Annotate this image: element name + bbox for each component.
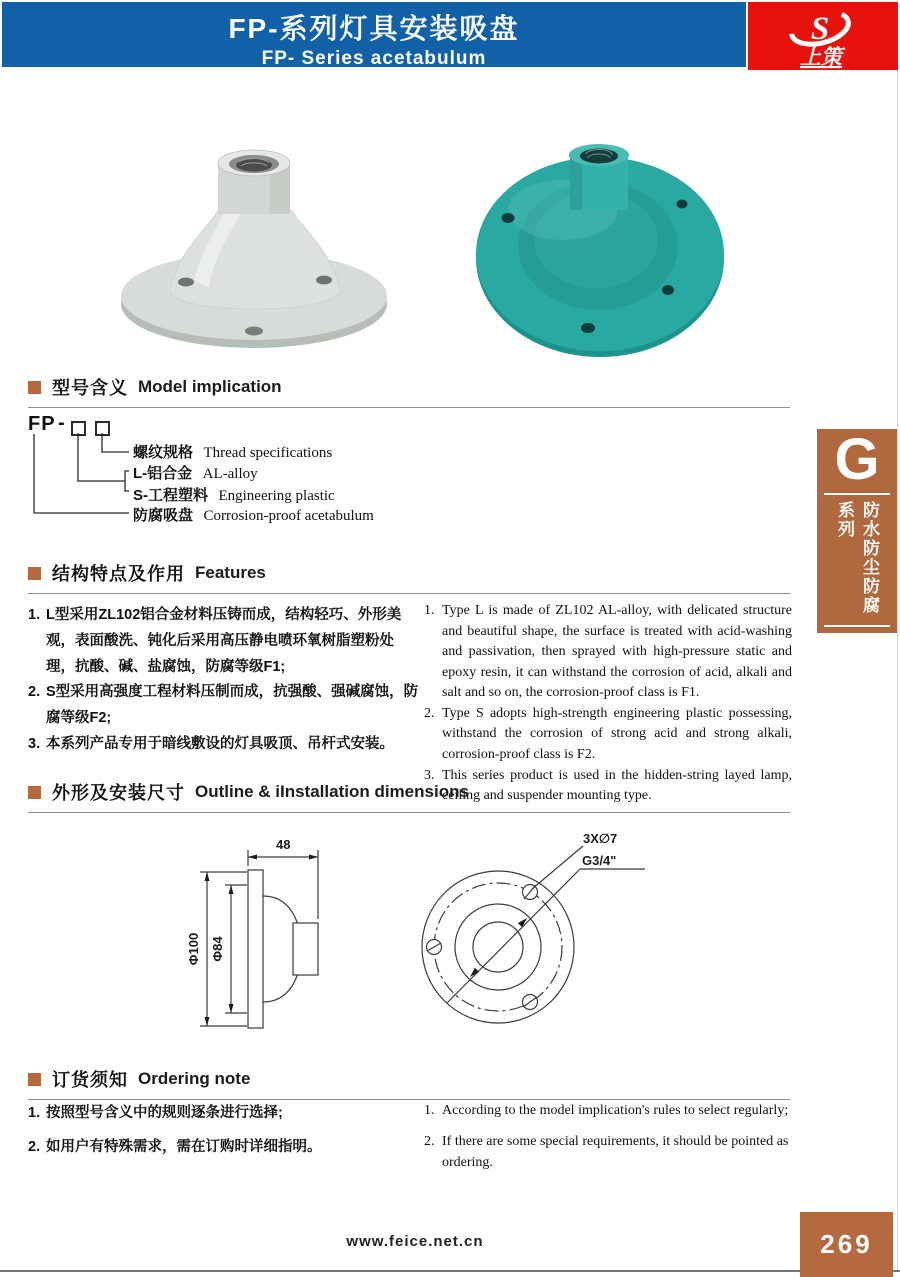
model-label-alloy-en: AL-alloy: [202, 466, 258, 482]
section-divider: [28, 812, 790, 813]
section-title-cn: 外形及安装尺寸: [52, 783, 185, 803]
model-label-alloy-cn: L-铝合金: [133, 465, 193, 482]
flange-side-view: [248, 870, 263, 1028]
item-number: 2.: [28, 684, 41, 701]
item-number: 2.: [424, 1134, 435, 1149]
bolt-circle: [434, 883, 562, 1011]
model-label-plastic-en: Engineering plastic: [218, 488, 335, 504]
sidebar-divider: [824, 625, 890, 627]
page-title: FP-系列灯具安装吸盘: [228, 13, 520, 44]
section-bullet-icon: [28, 786, 41, 799]
item-number: 1.: [28, 1105, 41, 1121]
brand-logo-icon: [748, 2, 898, 70]
section-title-en: Features: [195, 563, 266, 582]
model-label-acetabulum: [133, 504, 374, 525]
logo-brand-text: 上策: [800, 46, 842, 69]
product-photo-aluminum: [112, 138, 397, 356]
item-text: 按照型号含义中的规则逐条进行选择;: [46, 1105, 283, 1121]
item-number: 1.: [424, 1103, 435, 1118]
list-item: [28, 732, 420, 758]
features-list-cn: [28, 603, 420, 758]
footer-rule: [0, 1270, 900, 1272]
section-title-en: Model implication: [138, 377, 282, 396]
list-item: [424, 601, 792, 704]
model-label-thread-cn: 螺纹规格: [133, 444, 194, 461]
item-text: According to the model implication's rules to select regularly;: [442, 1103, 789, 1118]
section-bullet-icon: [28, 567, 41, 580]
dim-inner-dia-label: Φ84: [210, 936, 225, 962]
logo-letter: S: [810, 11, 830, 47]
section-ordering-header: [28, 1066, 790, 1100]
item-text: If there are some special requirements, it should be pointed as ordering.: [442, 1134, 789, 1170]
brand-logo: [748, 2, 898, 70]
item-number: 1.: [424, 603, 435, 618]
page-number-badge: 269: [800, 1212, 893, 1277]
item-text: L型采用ZL102铝合金材料压铸而成，结构轻巧、外形美观，表面酸洗、钝化后采用高压静电喷环氧树脂塑粉处理，抗酸、碱、盐腐蚀，防腐等级F1;: [46, 607, 402, 675]
page-edge-line: [897, 70, 898, 1270]
page-header: [2, 2, 746, 67]
section-features-header: [28, 560, 790, 594]
outer-circle: [422, 871, 574, 1023]
model-label-plastic-cn: S-工程塑料: [133, 487, 209, 504]
sidebar-divider: [824, 493, 890, 495]
section-bullet-icon: [28, 1073, 41, 1086]
series-sidebar-tab: [817, 429, 897, 633]
model-code-dash: -: [58, 412, 65, 434]
holes-spec-label: 3X∅7: [583, 831, 618, 846]
features-list-en: [424, 601, 792, 807]
thread-spec-label: G3/4": [582, 853, 617, 868]
model-code-prefix: FP: [28, 413, 56, 435]
list-item: [28, 1136, 412, 1159]
model-label-thread-en: Thread specifications: [203, 445, 333, 461]
list-item: [424, 1100, 798, 1121]
ordering-list-en: [424, 1100, 798, 1183]
dim-outer-dia-label: Φ100: [186, 932, 201, 966]
section-title-cn: 型号含义: [52, 378, 128, 398]
item-number: 3.: [424, 767, 435, 783]
item-number: 1.: [28, 607, 41, 623]
dim-width-label: 48: [276, 837, 291, 852]
item-number: 2.: [424, 705, 435, 721]
website-url: www.feice.net.cn: [346, 1233, 484, 1250]
section-model-implication-header: [28, 374, 790, 408]
list-item: [424, 704, 792, 766]
model-label-acetabulum-en: Corrosion-proof acetabulum: [203, 508, 374, 524]
product-photo-plastic: [468, 142, 733, 357]
model-label-plastic: [133, 484, 335, 505]
page-subtitle: FP- Series acetabulum: [261, 48, 487, 69]
section-title-cn: 订货须知: [52, 1070, 128, 1090]
item-number: 3.: [28, 735, 41, 752]
model-label-acetabulum-cn: 防腐吸盘: [133, 507, 194, 524]
series-name-vertical: 防水防尘防腐系列: [835, 501, 879, 615]
item-number: 2.: [28, 1139, 41, 1156]
item-text: This series product is used in the hidden-string layed lamp, ceiling and suspender mounting type.: [442, 767, 792, 804]
series-letter: G: [834, 427, 880, 492]
list-item: [424, 1131, 798, 1173]
item-text: Type L is made of ZL102 AL-alloy, with delicated structure and beautiful shape, the surface is treated with acid-washing and passivation, then sprayed with high-pressure static and epoxy resin, it can withstand the corrosion of acid, alkali and salt and so on, the corrosion-proof class is F1.: [442, 603, 792, 701]
item-text: 本系列产品专用于暗线敷设的灯具吸顶、吊杆式安装。: [46, 735, 394, 752]
item-text: Type S adopts high-strength engineering plastic possessing, withstand the corrosion of strong acid and strong alkali, corrosion-proof class is F2.: [442, 705, 792, 763]
model-label-thread: [133, 441, 332, 462]
section-title-cn: 结构特点及作用: [52, 564, 185, 584]
section-divider: [28, 593, 790, 594]
technical-drawing: [140, 826, 740, 1066]
section-title-en: Ordering note: [138, 1069, 251, 1088]
section-title-en: Outline & iInstallation dimensions: [195, 782, 469, 801]
ordering-list-cn: [28, 1102, 412, 1170]
list-item: [28, 1102, 412, 1125]
list-item: [28, 603, 420, 680]
item-text: S型采用高强度工程材料压制而成，抗强酸、强碱腐蚀，防腐等级F2;: [46, 684, 419, 727]
thread-circle: [473, 922, 523, 972]
section-bullet-icon: [28, 381, 41, 394]
section-outline-header: [28, 779, 790, 813]
mid-circle: [455, 904, 541, 990]
neck-side-view: [293, 923, 318, 975]
list-item: [28, 680, 420, 732]
model-label-alloy: [133, 462, 258, 483]
item-text: 如用户有特殊需求，需在订购时详细指明。: [46, 1139, 322, 1156]
